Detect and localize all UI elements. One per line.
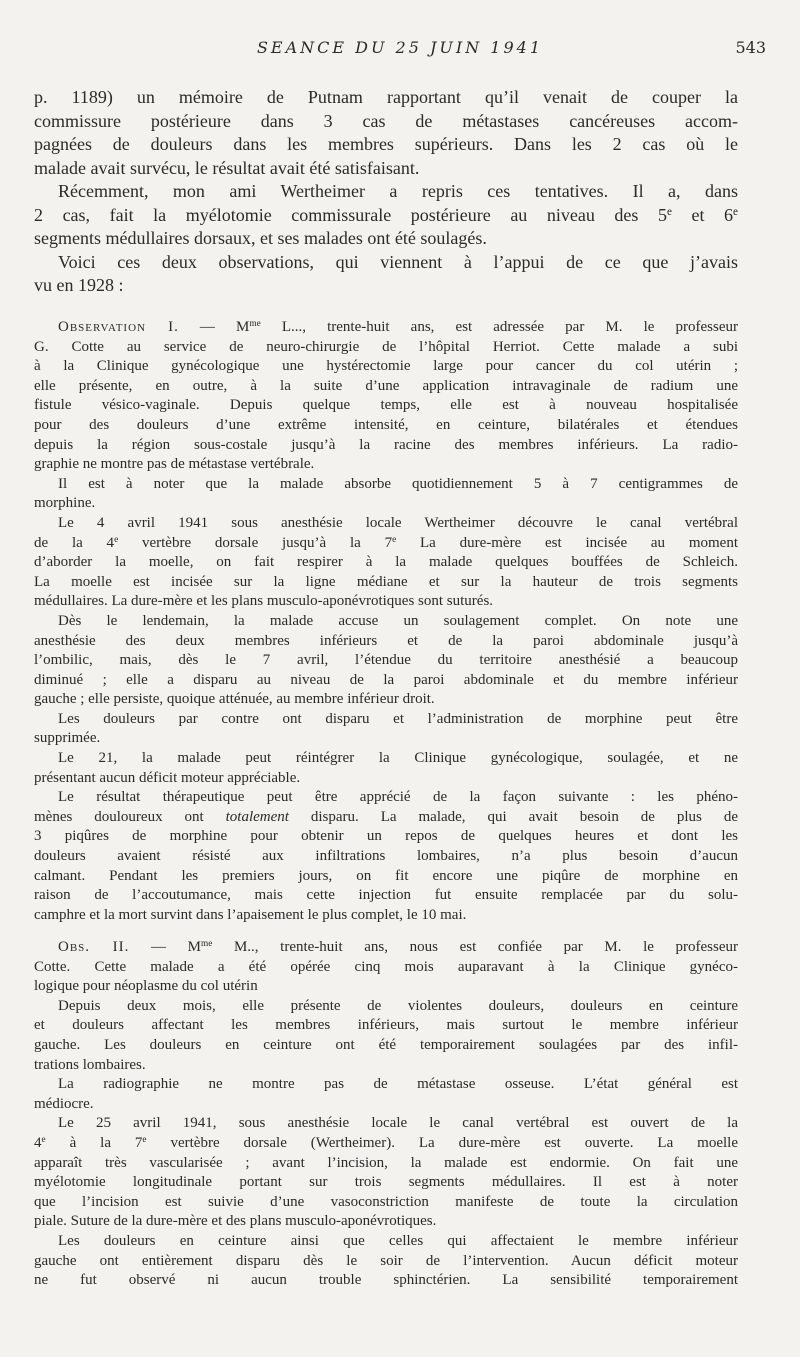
text-line: 2 cas, fait la myélotomie commissurale postérieure au niveau des 5e et 6e <box>34 204 738 225</box>
text-line: malade avait survécu, le résultat avait été satisfaisant. <box>34 157 420 178</box>
observation-two <box>34 938 738 1291</box>
text-line: gauche ont entièrement disparu dès le soir de l’intervention. Aucun déficit moteur <box>34 1252 738 1269</box>
text-line: Observation I. — $M^{me}$ L..., trente-huit ans, est adressée par M. le professeur <box>58 318 739 335</box>
text-line: Récemment, mon ami Wertheimer a repris ces tentatives. Il a, dans <box>58 181 738 201</box>
text-line: Le 21, la malade peut réintégrer la Clinique gynécologique, soulagée, et ne <box>58 750 738 767</box>
intro-text <box>34 86 738 298</box>
text-line: 4e à la 7e vertèbre dorsale (Wertheimer). La dure-mère est ouverte. La moelle <box>34 1134 739 1151</box>
text-line: mènes douloureux ont totalement disparu. La malade, qui avait besoin de plus de <box>34 808 738 825</box>
text-line: elle présente, en outre, à la suite d’une application intravaginale de radium une <box>34 377 738 394</box>
text-line: ne fut observé ni aucun trouble sphinctérien. La sensibilité temporairement <box>34 1272 738 1289</box>
text-line: à la Clinique gynécologique une hystérectomie large pour cancer du col utérin ; <box>34 358 738 375</box>
text-line: fistule vésico-vaginale. Depuis quelque temps, elle est à nouveau hospitalisée <box>34 397 738 414</box>
text-line: La radiographie ne montre pas de métastase osseuse. L’état général est <box>58 1076 738 1093</box>
text-line: gauche. Les douleurs en ceinture ont été temporairement soulagées par des infil- <box>34 1036 738 1053</box>
text-line: calmant. Pendant les premiers jours, on fit encore une piqûre de morphine en <box>34 867 738 884</box>
text-line: Depuis deux mois, elle présente de violentes douleurs, douleurs en ceinture <box>58 997 738 1014</box>
text-line: anesthésie des deux membres inférieurs et de la paroi abdominale jusqu’à <box>34 632 738 649</box>
text-line: Le résultat thérapeutique peut être apprécié de la façon suivante : les phéno- <box>58 789 738 806</box>
text-line: myélotomie longitudinale portant sur trois segments médullaires. Il est à noter <box>34 1174 738 1191</box>
page-number: 543 <box>735 38 766 57</box>
text-line: trations lombaires. <box>34 1056 146 1073</box>
page-header <box>34 38 766 62</box>
text-line: pour des douleurs d’une extrême intensité, en ceinture, bilatérales et étendues <box>34 416 738 433</box>
text-line: Obs. II. — $M^{me}$ M.., trente-huit ans, nous est confiée par M. le professeur <box>58 938 738 955</box>
observation-heading: Obs. II. <box>58 939 130 955</box>
text-line: logique pour néoplasme du col utérin <box>34 978 258 995</box>
observation-one <box>34 318 738 925</box>
text-line: d’aborder la moelle, on fait respirer à la malade quelques bouffées de Schleich. <box>34 554 738 571</box>
text-line: G. Cotte au service de neuro-chirurgie de l’hôpital Herriot. Cette malade a subi <box>34 338 738 355</box>
text-line: de la 4e vertèbre dorsale jusqu’à la 7e La dure-mère est incisée au moment <box>34 534 739 551</box>
text-line: douleurs avaient résisté aux infiltrations lombaires, n’a plus besoin d’aucun <box>34 848 738 865</box>
text-line: que l’incision est suivie d’une vasoconstriction manifeste de toute la circulation <box>34 1193 738 1210</box>
text-line: et douleurs affectant les membres inférieurs, mais surtout le membre inférieur <box>34 1017 738 1034</box>
text-line: Le 4 avril 1941 sous anesthésie locale Wertheimer découvre le canal vertébral <box>58 514 738 531</box>
text-line: diminué ; elle a disparu au niveau de la paroi abdominale et du membre inférieur <box>34 671 738 688</box>
text-line: piale. Suture de la dure-mère et des plans musculo-aponévrotiques. <box>34 1213 437 1230</box>
text-line: La moelle est incisée sur la ligne médiane et sur la hauteur de trois segments <box>34 573 738 590</box>
text-line: médullaires. La dure-mère et les plans musculo-aponévrotiques sont suturés. <box>34 593 494 610</box>
observation-heading: Observation I. <box>58 319 179 335</box>
text-line: camphre et la mort survint dans l’apaisement le plus complet, le 10 mai. <box>34 906 467 923</box>
text-line: vu en 1928 : <box>34 275 124 295</box>
text-line: présentant aucun déficit moteur appréciable. <box>34 769 301 786</box>
running-title: SEANCE DU 25 JUIN 1941 <box>256 38 544 57</box>
text-line: Le 25 avril 1941, sous anesthésie locale le canal vertébral est ouvert de la <box>58 1115 738 1132</box>
text-line: supprimée. <box>34 730 101 747</box>
text-line: pagnées de douleurs dans les membres supérieurs. Dans les 2 cas où le <box>34 134 738 154</box>
text-line: depuis la région sous-costale jusqu’à la racine des membres inférieurs. La radio- <box>34 436 738 453</box>
text-line: Il est à noter que la malade absorbe quotidiennement 5 à 7 centigrammes de <box>58 475 738 492</box>
text-line: l’ombilic, mais, dès le 7 avril, l’étendue du territoire anesthésié a beaucoup <box>34 652 738 669</box>
text-line: apparaît très vascularisée ; avant l’incision, la malade est endormie. On fait une <box>34 1154 738 1171</box>
text-line: Dès le lendemain, la malade accuse un soulagement complet. On note une <box>58 612 738 629</box>
text-line: morphine. <box>34 495 96 512</box>
text-line: p. 1189) un mémoire de Putnam rapportant qu’il venait de couper la <box>34 87 738 107</box>
text-line: gauche ; elle persiste, quoique atténuée, au membre inférieur droit. <box>34 691 435 708</box>
text-line: graphie ne montre pas de métastase vertébrale. <box>34 456 315 473</box>
text-line: Cotte. Cette malade a été opérée cinq mois auparavant à la Clinique gynéco- <box>34 958 738 975</box>
text-line: 3 piqûres de morphine pour obtenir un repos de quelques heures et dont les <box>34 828 738 845</box>
text-line: Les douleurs en ceinture ainsi que celles qui affectaient le membre inférieur <box>58 1232 738 1249</box>
text-line: Voici ces deux observations, qui viennent à l’appui de ce que j’avais <box>58 251 738 272</box>
text-line: Les douleurs par contre ont disparu et l’administration de morphine peut être <box>58 710 738 727</box>
text-line: segments médullaires dorsaux, et ses malades ont été soulagés. <box>34 228 487 248</box>
text-line: médiocre. <box>34 1095 94 1112</box>
text-line: raison de l’accoutumance, mais cette injection fut ensuite remplacée par du solu- <box>34 887 738 904</box>
text-line: commissure postérieure dans 3 cas de métastases cancéreuses accom- <box>34 110 738 131</box>
